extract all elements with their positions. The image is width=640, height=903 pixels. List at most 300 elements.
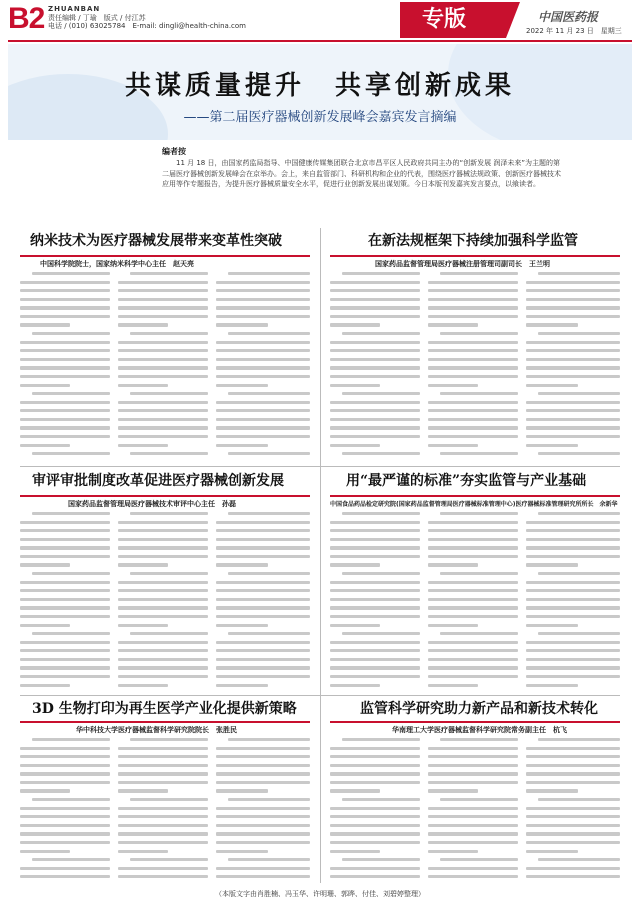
text-line (330, 815, 420, 818)
text-line (440, 332, 518, 335)
text-line (20, 824, 110, 827)
text-line (428, 289, 518, 292)
text-line (526, 401, 620, 404)
text-line (118, 435, 208, 438)
text-line (216, 409, 310, 412)
text-line (330, 563, 380, 566)
text-line (342, 572, 420, 575)
text-line (342, 332, 420, 335)
text-line (428, 684, 478, 687)
text-line (228, 392, 310, 395)
text-line (526, 546, 620, 549)
text-line (538, 512, 620, 515)
text-line (130, 332, 208, 335)
text-line (330, 875, 420, 878)
text-line (526, 581, 620, 584)
text-line (330, 649, 420, 652)
text-line (216, 435, 310, 438)
text-line (118, 555, 208, 558)
text-line (526, 875, 620, 878)
text-line (118, 867, 208, 870)
text-line (526, 772, 620, 775)
text-line (330, 850, 380, 853)
text-line (330, 747, 420, 750)
text-line (216, 781, 310, 784)
text-line (526, 789, 578, 792)
text-line (216, 875, 310, 878)
text-line (538, 332, 620, 335)
text-line (20, 409, 110, 412)
article-body (118, 738, 208, 880)
text-line (330, 444, 380, 447)
text-line (526, 624, 578, 627)
text-line (216, 298, 310, 301)
section-tag-label: 专版 (422, 7, 467, 32)
text-line (330, 606, 420, 609)
text-line (330, 589, 420, 592)
text-line (428, 867, 518, 870)
text-line (32, 512, 110, 515)
text-line (130, 572, 208, 575)
text-line (330, 349, 420, 352)
text-line (538, 858, 620, 861)
text-line (118, 755, 208, 758)
text-line (118, 546, 208, 549)
text-line (20, 358, 110, 361)
text-line (20, 323, 70, 326)
text-line (118, 832, 208, 835)
article-body (20, 272, 110, 462)
text-line (216, 521, 310, 524)
text-line (330, 375, 420, 378)
text-line (330, 546, 420, 549)
text-line (428, 563, 478, 566)
text-line (118, 521, 208, 524)
text-line (440, 392, 518, 395)
article-body (118, 272, 208, 462)
text-line (428, 409, 518, 412)
text-line (216, 546, 310, 549)
text-line (428, 521, 518, 524)
text-line (118, 529, 208, 532)
text-line (526, 658, 620, 661)
section-rule (20, 721, 310, 723)
text-line (428, 772, 518, 775)
article-body (526, 272, 620, 462)
text-line (428, 298, 518, 301)
article-body (216, 272, 310, 462)
issue-date: 2022 年 11 月 23 日 星期三 (526, 27, 622, 35)
text-line (32, 858, 110, 861)
text-line (216, 850, 268, 853)
section-author: 国家药品监督管理局医疗器械技术审评中心主任 孙磊 (68, 500, 236, 508)
text-line (526, 289, 620, 292)
text-line (20, 641, 110, 644)
text-line (20, 789, 70, 792)
text-line (216, 538, 310, 541)
text-line (428, 824, 518, 827)
text-line (440, 572, 518, 575)
text-line (428, 358, 518, 361)
text-line (216, 606, 310, 609)
text-line (330, 521, 420, 524)
text-line (330, 867, 420, 870)
text-line (216, 824, 310, 827)
text-line (526, 755, 620, 758)
text-line (228, 798, 310, 801)
text-line (118, 349, 208, 352)
text-line (20, 875, 110, 878)
text-line (526, 358, 620, 361)
text-line (216, 341, 310, 344)
text-line (526, 841, 620, 844)
text-line (118, 598, 208, 601)
text-line (20, 615, 110, 618)
text-line (130, 512, 208, 515)
text-line (526, 409, 620, 412)
text-line (428, 349, 518, 352)
text-line (118, 675, 208, 678)
compiler-credit: （本版文字由肖胜楠、冯玉华、许明珊、郭晔、付佳、刘碧婷整理） (215, 890, 425, 898)
text-line (32, 272, 110, 275)
editor-note-label: 编者按 (162, 147, 186, 156)
text-line (20, 281, 110, 284)
text-line (526, 435, 620, 438)
text-line (20, 624, 70, 627)
section-tag (400, 2, 506, 38)
text-line (330, 555, 420, 558)
text-line (216, 755, 310, 758)
text-line (428, 606, 518, 609)
section-title: 3D 生物打印为再生医学产业化提供新策略 (32, 701, 297, 717)
text-line (526, 850, 578, 853)
text-line (330, 666, 420, 669)
text-line (330, 384, 380, 387)
text-line (130, 452, 208, 455)
text-line (118, 323, 168, 326)
text-line (440, 858, 518, 861)
text-line (428, 384, 478, 387)
text-line (330, 841, 420, 844)
text-line (440, 738, 518, 741)
text-line (428, 581, 518, 584)
text-line (330, 807, 420, 810)
text-line (20, 384, 70, 387)
text-line (20, 850, 70, 853)
section-rule (330, 495, 620, 497)
text-line (20, 366, 110, 369)
text-line (526, 666, 620, 669)
text-line (118, 772, 208, 775)
text-line (330, 529, 420, 532)
text-line (20, 666, 110, 669)
text-line (330, 684, 380, 687)
text-line (118, 789, 168, 792)
text-line (428, 675, 518, 678)
text-line (216, 841, 310, 844)
text-line (118, 315, 208, 318)
text-line (526, 684, 578, 687)
section-title: 用“最严谨的标准”夯实监管与产业基础 (346, 473, 587, 489)
text-line (526, 521, 620, 524)
text-line (526, 824, 620, 827)
text-line (216, 315, 310, 318)
text-line (216, 384, 268, 387)
text-line (538, 572, 620, 575)
text-line (20, 815, 110, 818)
text-line (538, 272, 620, 275)
text-line (428, 666, 518, 669)
text-line (20, 315, 110, 318)
text-line (526, 341, 620, 344)
text-line (330, 306, 420, 309)
text-line (20, 781, 110, 784)
text-line (118, 807, 208, 810)
text-line (216, 358, 310, 361)
text-line (216, 366, 310, 369)
article-body (526, 738, 620, 880)
text-line (130, 272, 208, 275)
section-divider (20, 466, 620, 467)
text-line (342, 632, 420, 635)
text-line (526, 375, 620, 378)
section-title: 审评审批制度改革促进医疗器械创新发展 (32, 473, 284, 489)
text-line (118, 426, 208, 429)
text-line (428, 615, 518, 618)
text-line (216, 649, 310, 652)
text-line (118, 289, 208, 292)
text-line (216, 807, 310, 810)
text-line (428, 764, 518, 767)
text-line (526, 366, 620, 369)
text-line (20, 306, 110, 309)
text-line (118, 824, 208, 827)
text-line (216, 641, 310, 644)
text-line (216, 555, 310, 558)
text-line (216, 349, 310, 352)
text-line (20, 401, 110, 404)
article-body (20, 512, 110, 692)
text-line (428, 401, 518, 404)
text-line (428, 538, 518, 541)
paper-name: 中国医药报 (538, 10, 599, 24)
text-line (526, 315, 620, 318)
section-title: 监管科学研究助力新产品和新技术转化 (360, 701, 598, 717)
section-rule (330, 255, 620, 257)
page-meta (48, 5, 246, 31)
text-line (330, 298, 420, 301)
text-line (330, 409, 420, 412)
text-line (526, 418, 620, 421)
text-line (526, 781, 620, 784)
text-line (228, 332, 310, 335)
editor-note-body: 11 月 18 日，由国家药监局指导、中国健康传媒集团联合北京市昌平区人民政府共同主办的“创新发展 润泽未来”为主题的第二届医疗器械创新发展峰会在京举办。会上，来自监管部门、科研机构和企业的代表，围绕医疗器械法规政策、创新医疗器械技术应用等作专题报告，为提升医疗器械质量安全水平，促进行业创新发展出谋划策。今日本版刊发嘉宾发言要点，以飨读者。 (162, 159, 561, 188)
text-line (118, 358, 208, 361)
text-line (118, 666, 208, 669)
text-line (20, 289, 110, 292)
text-line (330, 824, 420, 827)
text-line (216, 675, 310, 678)
text-line (20, 589, 110, 592)
text-line (118, 624, 168, 627)
text-line (216, 444, 268, 447)
column-divider (320, 228, 321, 883)
text-line (526, 815, 620, 818)
text-line (526, 298, 620, 301)
text-line (216, 666, 310, 669)
text-line (526, 649, 620, 652)
text-line (330, 366, 420, 369)
text-line (428, 306, 518, 309)
text-line (428, 815, 518, 818)
text-line (118, 538, 208, 541)
text-line (538, 738, 620, 741)
text-line (118, 875, 208, 878)
text-line (428, 658, 518, 661)
text-line (130, 392, 208, 395)
text-line (32, 572, 110, 575)
text-line (20, 747, 110, 750)
article-body (330, 272, 420, 462)
text-line (428, 555, 518, 558)
text-line (526, 281, 620, 284)
text-line (526, 615, 620, 618)
text-line (20, 867, 110, 870)
text-line (118, 581, 208, 584)
text-line (526, 832, 620, 835)
text-line (20, 546, 110, 549)
text-line (118, 850, 168, 853)
text-line (538, 632, 620, 635)
text-line (118, 841, 208, 844)
text-line (32, 332, 110, 335)
text-line (526, 589, 620, 592)
text-line (428, 546, 518, 549)
section-tag-corner (506, 2, 520, 38)
text-line (216, 375, 310, 378)
text-line (342, 392, 420, 395)
text-line (118, 409, 208, 412)
section-author: 中国食品药品检定研究院(国家药品监督管理局医疗器械标准管理中心)医疗器械标准管理研究所所长 余新华 (330, 501, 618, 508)
text-line (538, 392, 620, 395)
text-line (216, 832, 310, 835)
text-line (20, 606, 110, 609)
text-line (130, 798, 208, 801)
text-line (342, 512, 420, 515)
text-line (428, 529, 518, 532)
text-line (216, 426, 310, 429)
text-line (20, 649, 110, 652)
text-line (330, 598, 420, 601)
text-line (330, 401, 420, 404)
text-line (118, 306, 208, 309)
text-line (20, 444, 70, 447)
text-line (428, 366, 518, 369)
article-body (216, 512, 310, 692)
text-line (428, 875, 518, 878)
text-line (330, 289, 420, 292)
text-line (428, 755, 518, 758)
text-line (20, 772, 110, 775)
text-line (130, 632, 208, 635)
text-line (118, 589, 208, 592)
text-line (342, 452, 420, 455)
section-divider (20, 695, 620, 696)
text-line (440, 798, 518, 801)
text-line (330, 755, 420, 758)
text-line (118, 366, 208, 369)
text-line (216, 563, 268, 566)
text-line (428, 832, 518, 835)
text-line (216, 323, 268, 326)
text-line (428, 649, 518, 652)
text-line (330, 658, 420, 661)
text-line (428, 341, 518, 344)
text-line (330, 323, 380, 326)
section-title: 纳米技术为医疗器械发展带来变革性突破 (30, 233, 282, 249)
text-line (330, 538, 420, 541)
text-line (20, 832, 110, 835)
text-line (342, 798, 420, 801)
text-line (526, 529, 620, 532)
text-line (342, 272, 420, 275)
text-line (216, 867, 310, 870)
text-line (118, 606, 208, 609)
text-line (118, 615, 208, 618)
text-line (216, 306, 310, 309)
text-line (118, 444, 168, 447)
article-body (428, 272, 518, 462)
text-line (118, 341, 208, 344)
text-line (20, 684, 70, 687)
text-line (20, 841, 110, 844)
text-line (526, 538, 620, 541)
text-line (118, 375, 208, 378)
text-line (118, 815, 208, 818)
text-line (118, 384, 168, 387)
text-line (32, 798, 110, 801)
text-line (20, 375, 110, 378)
article-body (330, 738, 420, 880)
text-line (440, 452, 518, 455)
section-rule (20, 495, 310, 497)
text-line (216, 281, 310, 284)
text-line (526, 641, 620, 644)
text-line (20, 298, 110, 301)
article-body (216, 738, 310, 880)
section-author: 华中科技大学医疗器械监督科学研究院院长 张胜民 (76, 726, 237, 734)
text-line (526, 606, 620, 609)
paper-en-name: ZHUANBAN (48, 5, 101, 13)
text-line (216, 615, 310, 618)
text-line (538, 452, 620, 455)
text-line (526, 807, 620, 810)
text-line (228, 452, 310, 455)
text-line (428, 589, 518, 592)
text-line (330, 426, 420, 429)
text-line (216, 401, 310, 404)
text-line (526, 867, 620, 870)
text-line (20, 538, 110, 541)
text-line (20, 349, 110, 352)
text-line (20, 755, 110, 758)
text-line (20, 807, 110, 810)
text-line (428, 747, 518, 750)
text-line (20, 521, 110, 524)
hero-subtitle: ——第二届医疗器械创新发展峰会嘉宾发言摘编 (183, 110, 457, 125)
text-line (228, 858, 310, 861)
text-line (20, 341, 110, 344)
